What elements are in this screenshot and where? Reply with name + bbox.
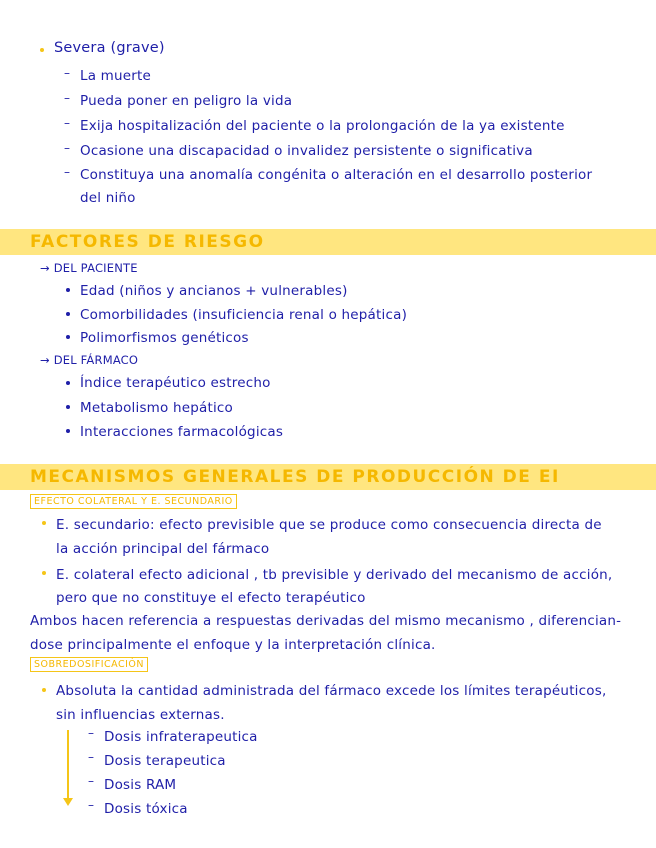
colateral-text: pero que no constituye el efecto terapéutico bbox=[56, 590, 366, 606]
colateral-text: E. colateral efecto adicional , tb previsible y derivado del mecanismo de acción, bbox=[56, 567, 613, 583]
severa-item: Ocasione una discapacidad o invalidez persistente o significativa bbox=[80, 143, 533, 159]
dosis-item: Dosis tóxica bbox=[104, 801, 188, 817]
box-label-sobredosificacion: SOBREDOSIFICACIÓN bbox=[30, 657, 148, 672]
yellow-bullet-icon bbox=[42, 571, 46, 575]
absoluta-text: sin influencias externas. bbox=[56, 707, 225, 723]
down-arrow-icon bbox=[63, 798, 73, 806]
paciente-item: Edad (niños y ancianos + vulnerables) bbox=[80, 283, 348, 299]
bullet-icon bbox=[66, 312, 70, 316]
dash-icon: – bbox=[64, 91, 70, 105]
farmaco-item: Interacciones farmacológicas bbox=[80, 424, 284, 440]
bullet-icon bbox=[66, 429, 70, 433]
severa-item-continuation: del niño bbox=[80, 190, 136, 206]
dash-icon: – bbox=[64, 66, 70, 80]
farmaco-label: → DEL FÁRMACO bbox=[40, 353, 139, 367]
severa-heading: Severa (grave) bbox=[54, 40, 165, 56]
down-arrow-line bbox=[67, 730, 69, 800]
severa-item: Constituya una anomalía congénita o alteración en el desarrollo posterior bbox=[80, 167, 593, 183]
secundario-text: E. secundario: efecto previsible que se produce como consecuencia directa de bbox=[56, 517, 602, 533]
yellow-bullet-icon bbox=[42, 688, 46, 692]
bullet-icon bbox=[66, 381, 70, 385]
yellow-bullet-icon bbox=[42, 521, 46, 525]
yellow-bullet-icon bbox=[40, 48, 44, 52]
dosis-item: Dosis RAM bbox=[104, 777, 177, 793]
bullet-icon bbox=[66, 288, 70, 292]
dash-icon: – bbox=[64, 116, 70, 130]
dash-icon: – bbox=[88, 750, 94, 764]
dosis-item: Dosis infraterapeutica bbox=[104, 729, 258, 745]
section-title-mecanismos: MECANISMOS GENERALES DE PRODUCCIÓN DE EI bbox=[30, 467, 560, 487]
dash-icon: – bbox=[64, 165, 70, 179]
severa-item: La muerte bbox=[80, 68, 152, 84]
dash-icon: – bbox=[88, 774, 94, 788]
paciente-item: Polimorfismos genéticos bbox=[80, 330, 249, 346]
ambos-text: Ambos hacen referencia a respuestas derivadas del mismo mecanismo , diferencian- bbox=[30, 613, 622, 629]
dash-icon: – bbox=[64, 141, 70, 155]
severa-item: Pueda poner en peligro la vida bbox=[80, 93, 293, 109]
bullet-icon bbox=[66, 405, 70, 409]
farmaco-item: Metabolismo hepático bbox=[80, 400, 234, 416]
farmaco-item: Índice terapéutico estrecho bbox=[80, 375, 271, 391]
box-label-efecto: EFECTO COLATERAL Y E. SECUNDARIO bbox=[30, 494, 237, 509]
paciente-item: Comorbilidades (insuficiencia renal o hepática) bbox=[80, 307, 408, 323]
secundario-text: la acción principal del fármaco bbox=[56, 541, 270, 557]
dosis-item: Dosis terapeutica bbox=[104, 753, 226, 769]
severa-item: Exija hospitalización del paciente o la prolongación de la ya existente bbox=[80, 118, 565, 134]
bullet-icon bbox=[66, 335, 70, 339]
dash-icon: – bbox=[88, 798, 94, 812]
dash-icon: – bbox=[88, 726, 94, 740]
paciente-label: → DEL PACIENTE bbox=[40, 261, 138, 275]
absoluta-text: Absoluta la cantidad administrada del fármaco excede los límites terapéuticos, bbox=[56, 683, 607, 699]
section-title-factores: FACTORES DE RIESGO bbox=[30, 232, 265, 252]
ambos-text: dose principalmente el enfoque y la interpretación clínica. bbox=[30, 637, 436, 653]
